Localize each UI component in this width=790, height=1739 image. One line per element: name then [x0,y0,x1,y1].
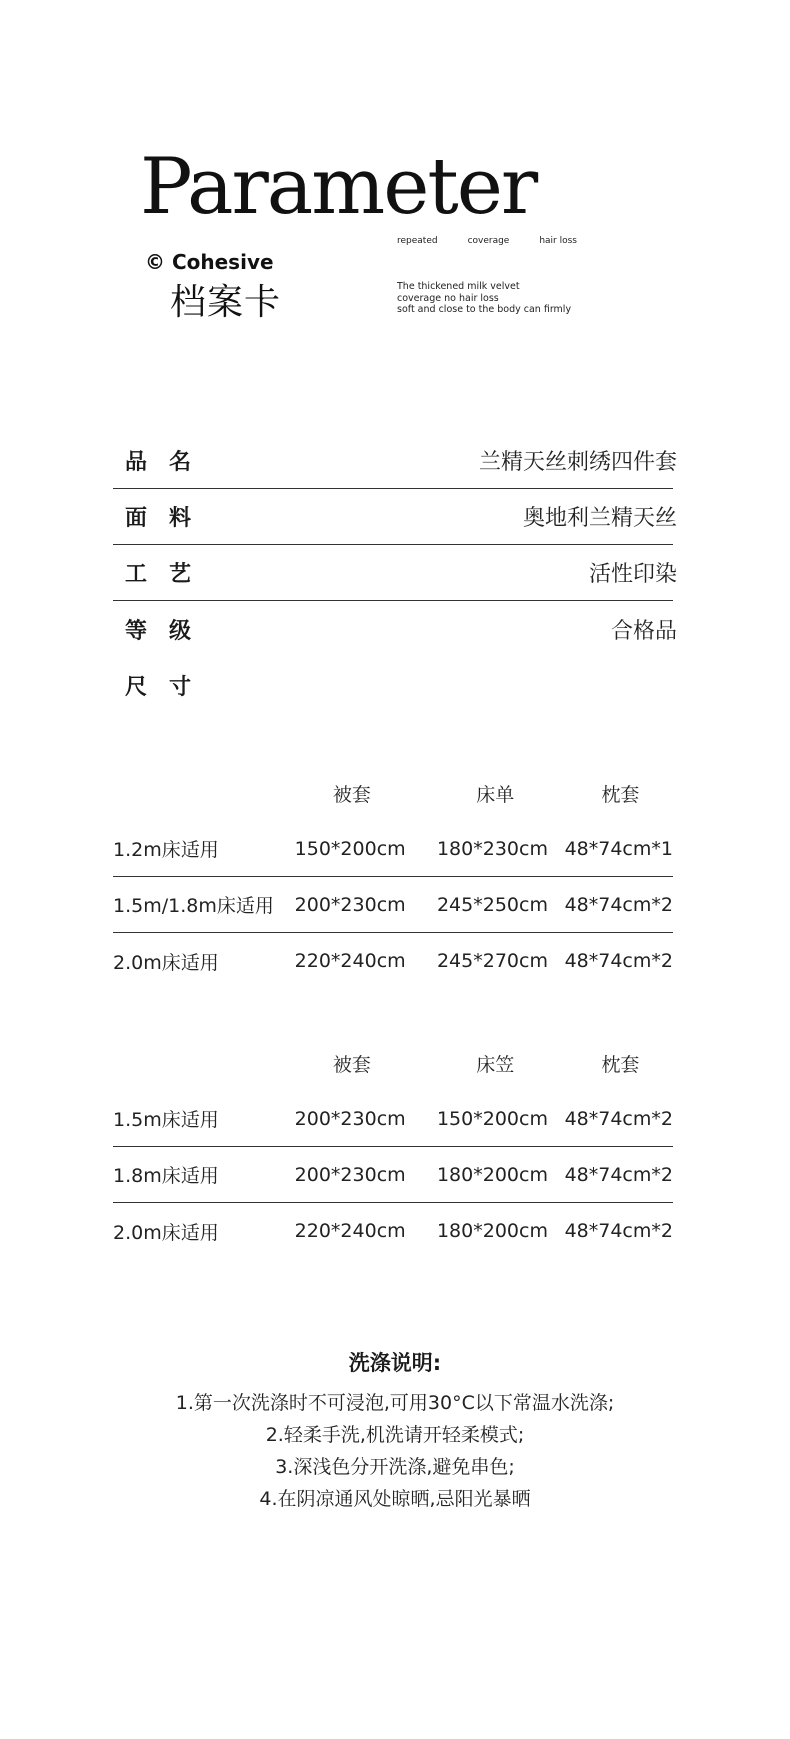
table-cell: 1.8m床适用 [113,1165,219,1187]
table-cell: 200*230cm [294,1107,406,1130]
table-cell: 150*200cm [294,837,406,860]
description-line: coverage no hair loss [397,292,499,304]
table-cell: 1.5m/1.8m床适用 [113,895,274,917]
table-cell: 2.0m床适用 [113,1221,219,1244]
param-label: 等级 [125,618,214,644]
param-row-fabric [113,489,677,545]
header-cell: 床笠 [476,1053,515,1076]
table-cell: 180*200cm [436,1163,548,1186]
param-row-grade [113,601,677,657]
table-cell: 48*74cm*2 [564,1163,673,1186]
table-cell: 200*230cm [294,893,406,916]
size-table-fitted-sheet [113,1035,673,1259]
table-cell: 2.0m床适用 [113,951,219,974]
wash-line: 4.在阴凉通风处晾晒,忌阳光暴晒 [259,1488,531,1510]
size-table-flat-sheet [113,765,673,989]
table-cell: 220*240cm [294,950,406,972]
table-row [113,877,673,933]
table-row [113,1203,673,1259]
wash-line: 1.第一次洗涤时不可浸泡,可用30°C以下常温水洗涤; [175,1392,615,1414]
table-row [113,933,673,989]
table-cell: 245*250cm [436,893,548,916]
header-cell: 被套 [332,1053,371,1076]
description-line: soft and close to the body can firmly [397,304,572,315]
header-cell: 枕套 [601,1053,640,1076]
param-label: 工艺 [125,562,214,587]
table-cell: 48*74cm*2 [564,1107,673,1130]
table-cell: 150*200cm [436,1107,548,1130]
table-cell: 48*74cm*2 [564,893,673,916]
param-value: 兰精天丝刺绣四件套 [478,450,677,475]
param-row-product-name [113,433,677,489]
param-label: 面料 [125,506,214,531]
table-cell: 200*230cm [294,1163,406,1186]
table-cell: 245*270cm [436,950,548,972]
header-cell: 被套 [332,783,371,806]
table-row [113,1091,673,1147]
param-value: 活性印染 [588,562,677,587]
brand-name: © Cohesive [145,250,274,274]
header-cell: 床单 [476,783,515,806]
param-label: 品名 [125,450,214,475]
param-row-size [113,657,673,713]
tag-hair-loss: hair loss [539,236,577,246]
table-cell: 48*74cm*1 [564,837,673,860]
table-cell: 180*200cm [436,1220,548,1242]
table-row [113,1147,673,1203]
product-description [397,281,571,316]
param-label: 尺寸 [125,674,214,700]
table-cell: 48*74cm*2 [564,950,673,972]
param-value: 奥地利兰精天丝 [522,506,677,531]
profile-card-title: 档案卡 [170,282,282,323]
wash-instructions [0,1347,790,1515]
table-header-row [113,765,673,821]
table-header-row [113,1035,673,1091]
table-cell: 180*230cm [436,837,548,860]
parameter-logo-word: Parameter [140,142,537,232]
feature-tags [397,236,577,246]
table-cell: 1.5m床适用 [113,1109,219,1131]
wash-line: 2.轻柔手洗,机洗请开轻柔模式; [265,1424,525,1446]
table-cell: 1.2m床适用 [113,839,219,861]
param-value: 合格品 [610,618,677,644]
param-row-craft [113,545,677,601]
wash-title: 洗涤说明: [348,1351,442,1375]
wash-line: 3.深浅色分开洗涤,避免串色; [275,1456,515,1478]
table-cell: 220*240cm [294,1220,406,1242]
table-cell: 48*74cm*2 [564,1220,673,1242]
header-cell: 枕套 [601,783,640,806]
description-line: The thickened milk velvet [397,281,520,292]
tag-coverage: coverage [467,236,510,246]
table-row [113,821,673,877]
tag-repeated: repeated [397,236,438,246]
